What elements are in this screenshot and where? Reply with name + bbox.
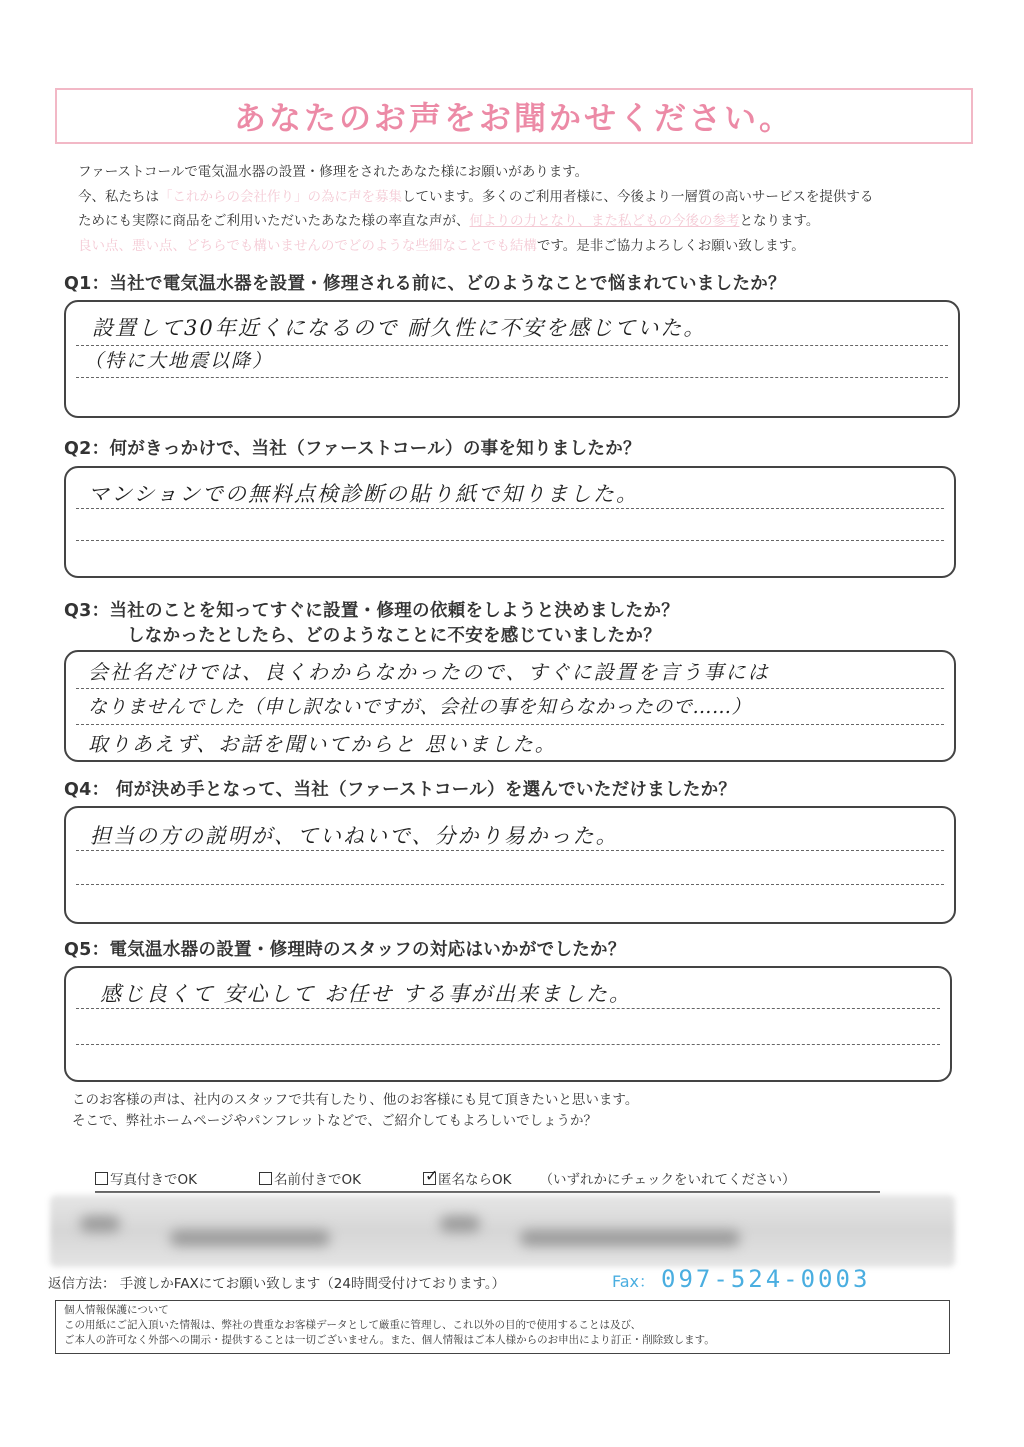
consent-name-option[interactable]: 名前付きでOK <box>259 1168 361 1188</box>
check-mark-icon: ✓ <box>424 1165 439 1185</box>
question-3: Q3：当社のことを知ってすぐに設置・修理の依頼をしようと決めましたか？ <box>64 601 680 621</box>
intro-line-3: ためにも実際に商品をご利用いただいたあなた様の率直な声が、何よりの力となり、また私どもの今後の参考となります。 <box>78 213 820 229</box>
consent-options <box>95 1165 880 1193</box>
redacted-blob <box>440 1216 480 1232</box>
photo-checkbox[interactable] <box>95 1172 108 1185</box>
answer-box-3[interactable] <box>64 650 956 762</box>
answer-4-line-1: 担当の方の説明が、ていねいで、分かり易かった。 <box>90 824 619 848</box>
question-3-sub: しなかったとしたら、どのようなことに不安を感じていましたか？ <box>127 626 661 646</box>
consent-anonymous-option[interactable]: ✓ 匿名ならOK <box>424 1165 512 1188</box>
redacted-blob <box>170 1230 330 1246</box>
intro-line-1: ファーストコールで電気温水器の設置・修理をされたあなた様にお願いがあります。 <box>78 164 589 180</box>
question-1: Q1：当社で電気温水器を設置・修理される前に、どのようなことで悩まれていましたか？ <box>64 274 786 294</box>
answer-box-2[interactable] <box>64 466 956 578</box>
page-title: あなたのお声をお聞かせください。 <box>233 99 794 137</box>
answer-box-4[interactable] <box>64 806 956 924</box>
answer-3-line-3: 取りあえず、お話を聞いてからと 思いました。 <box>88 732 557 756</box>
question-5: Q5：電気温水器の設置・修理時のスタッフの対応はいかがでしたか？ <box>64 940 626 960</box>
consent-photo-option[interactable]: 写真付きでOK <box>95 1168 197 1188</box>
fax-number <box>612 1265 870 1293</box>
privacy-title: 個人情報保護について <box>64 1304 169 1316</box>
anonymous-checkbox[interactable] <box>423 1165 439 1185</box>
title-banner <box>55 88 973 144</box>
intro-line-4: 良い点、悪い点、どちらでも構いませんのでどのような些細なことでも結構です。是非ご協力よろしくお願い致します。 <box>78 237 805 254</box>
name-checkbox[interactable] <box>259 1172 272 1185</box>
answer-2-line-1: マンションでの無料点検診断の貼り紙で知りました。 <box>88 482 640 506</box>
redacted-blob <box>80 1216 120 1232</box>
answer-1-line-2: （特に大地震以降） <box>84 350 274 372</box>
intro-line-2: 今、私たちは「これからの会社作り」の為に声を募集しています。多くのご利用者様に、今後より一層質の高いサービスを提供する <box>78 188 874 205</box>
answer-1-line-1: 設置して30年近くになるので 耐久性に不安を感じていた。 <box>92 316 707 340</box>
privacy-notice <box>55 1300 950 1354</box>
share-text <box>72 1090 638 1132</box>
share-line-1: このお客様の声は、社内のスタッフで共有したり、他のお客様にも見て頂きたいと思います。 <box>72 1092 639 1108</box>
reply-method: 返信方法： 手渡しかFAXにてお願い致します（24時間受付けております。） <box>48 1276 506 1292</box>
answer-3-line-1: 会社名だけでは、良くわからなかったので、すぐに設置を言う事には <box>88 660 770 684</box>
share-line-2: そこで、弊社ホームページやパンフレットなどで、ご紹介してもよろしいでしょうか？ <box>72 1113 598 1129</box>
fax-digits: 097-524-0003 <box>661 1265 871 1293</box>
answer-box-5[interactable] <box>64 966 952 1082</box>
privacy-line-2: ご本人の許可なく外部への開示・提供することは一切ございません。また、個人情報はご本人様からのお申出により訂正・削除致します。 <box>64 1334 715 1346</box>
fax-label: Fax： <box>612 1272 656 1291</box>
answer-3-line-2: なりませんでした（申し訳ないですが、会社の事を知らなかったので……） <box>88 696 752 718</box>
intro-text <box>78 160 958 258</box>
privacy-line-1: この用紙にご記入頂いた情報は、弊社の貴重なお客様データとして厳重に管理し、これ以外の目的で使用することは及び、 <box>64 1319 642 1331</box>
answer-5-line-1: 感じ良くて 安心して お任せ する事が出来ました。 <box>100 982 633 1006</box>
consent-note: （いずれかにチェックをいれてください） <box>539 1172 796 1188</box>
redacted-blob <box>520 1230 740 1246</box>
question-4: Q4： 何が決め手となって、当社（ファーストコール）を選んでいただけましたか？ <box>64 780 737 800</box>
answer-box-1[interactable] <box>64 300 960 418</box>
question-2: Q2：何がきっかけで、当社（ファーストコール）の事を知りましたか？ <box>64 439 641 459</box>
